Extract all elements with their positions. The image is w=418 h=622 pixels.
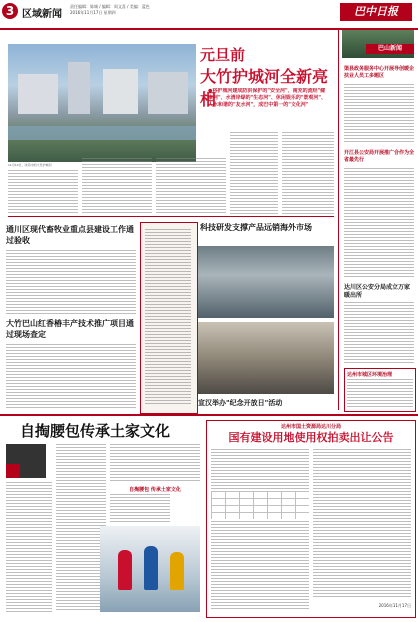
article-body	[6, 482, 52, 612]
story2-headline: 通川区现代畜牧业重点县建设工作通过验收	[6, 224, 134, 245]
article-body	[56, 444, 106, 612]
header-meta-line2: 2016年11月17日 星期四	[70, 10, 116, 15]
top-story-photo	[8, 44, 196, 162]
article-body	[230, 132, 278, 214]
sidebar-band: 巴山新闻	[366, 44, 414, 54]
sidebar-item2-title: 开江县公安局开展推广合作为全省最先行	[344, 150, 415, 163]
river-shape	[8, 126, 196, 140]
notice-date: 2016年11月17日	[378, 603, 411, 608]
dancer-shape	[170, 552, 184, 590]
divider	[8, 216, 334, 217]
culture-subhead: 自掏腰包 传承土家文化	[129, 487, 181, 493]
header-meta	[70, 4, 330, 16]
divider	[0, 414, 418, 416]
dance-photo	[100, 526, 200, 612]
article-body	[6, 250, 136, 314]
article-body	[6, 344, 136, 410]
header-meta-line1: 责任编辑：陈城 / 编辑：周文喜 / 美编：蓝色	[70, 4, 150, 9]
building-shape	[68, 62, 90, 114]
land-auction-notice	[206, 420, 416, 618]
top-story-photo-caption: 11月14日，改造中的大竹护城河	[8, 163, 52, 167]
newspaper-logo: 巴中日报	[340, 3, 412, 21]
article-body	[156, 158, 226, 214]
section-title: 区域新闻	[22, 9, 62, 20]
sidebar-item1-title: 渠县政务服务中心开展导创暖企扶业人员工多题区	[344, 66, 415, 79]
portrait-badge	[6, 464, 20, 478]
notice-kicker: 达州市国土资源局达川分局	[280, 424, 341, 430]
top-story-headline: 大竹护城河全新亮相	[200, 67, 329, 109]
factory-photo	[198, 246, 334, 318]
story4-headline: 大竹巴山红香椿丰产技术推广项目通过现场查定	[6, 318, 134, 339]
notice-body	[211, 449, 309, 489]
story3-headline: 科技研发支撑产品远销海外市场	[200, 222, 312, 232]
building-shape	[18, 74, 58, 114]
building-shape	[103, 69, 138, 114]
building-shape	[148, 72, 188, 114]
dancer-shape	[118, 550, 132, 590]
exhibition-photo	[198, 322, 334, 394]
top-story-kicker: 元旦前	[200, 46, 246, 64]
notice-headline: 国有建设用地使用权拍卖出让公告	[228, 431, 394, 444]
article-body	[282, 132, 334, 214]
article-body	[110, 494, 170, 524]
article-body	[347, 379, 413, 409]
culture-headline: 自掏腰包传承土家文化	[20, 422, 171, 440]
sidebar-item4-box	[344, 368, 416, 412]
dancer-shape	[144, 546, 158, 590]
top-story-summary: ●将护城河建成防洪保护的"安全河"、南充的流经"健康河"、水清岸绿的"生态河"、休闲娱乐的"景观河"、人水和谐的"友水河"，成巴中第一的"文化河"	[208, 88, 327, 108]
story3-caption: 宣汉举办"纪念开放日"活动	[198, 399, 283, 407]
sidebar-item3-title: 达川区公安分局成立万家暖出所	[344, 284, 411, 299]
article-body	[8, 170, 78, 214]
notice-table	[211, 491, 309, 519]
column-rule	[338, 30, 339, 410]
page-number: 3	[2, 3, 18, 19]
sidebar-item4-title: 达州市城区环境治理	[347, 372, 393, 378]
column-text	[145, 229, 191, 405]
sidebar-column-box	[140, 222, 198, 414]
article-body	[344, 84, 414, 144]
article-body	[110, 444, 200, 482]
article-body	[82, 158, 152, 214]
notice-body	[313, 449, 411, 599]
article-body	[344, 302, 414, 364]
article-body	[344, 168, 414, 278]
notice-body	[211, 521, 309, 611]
